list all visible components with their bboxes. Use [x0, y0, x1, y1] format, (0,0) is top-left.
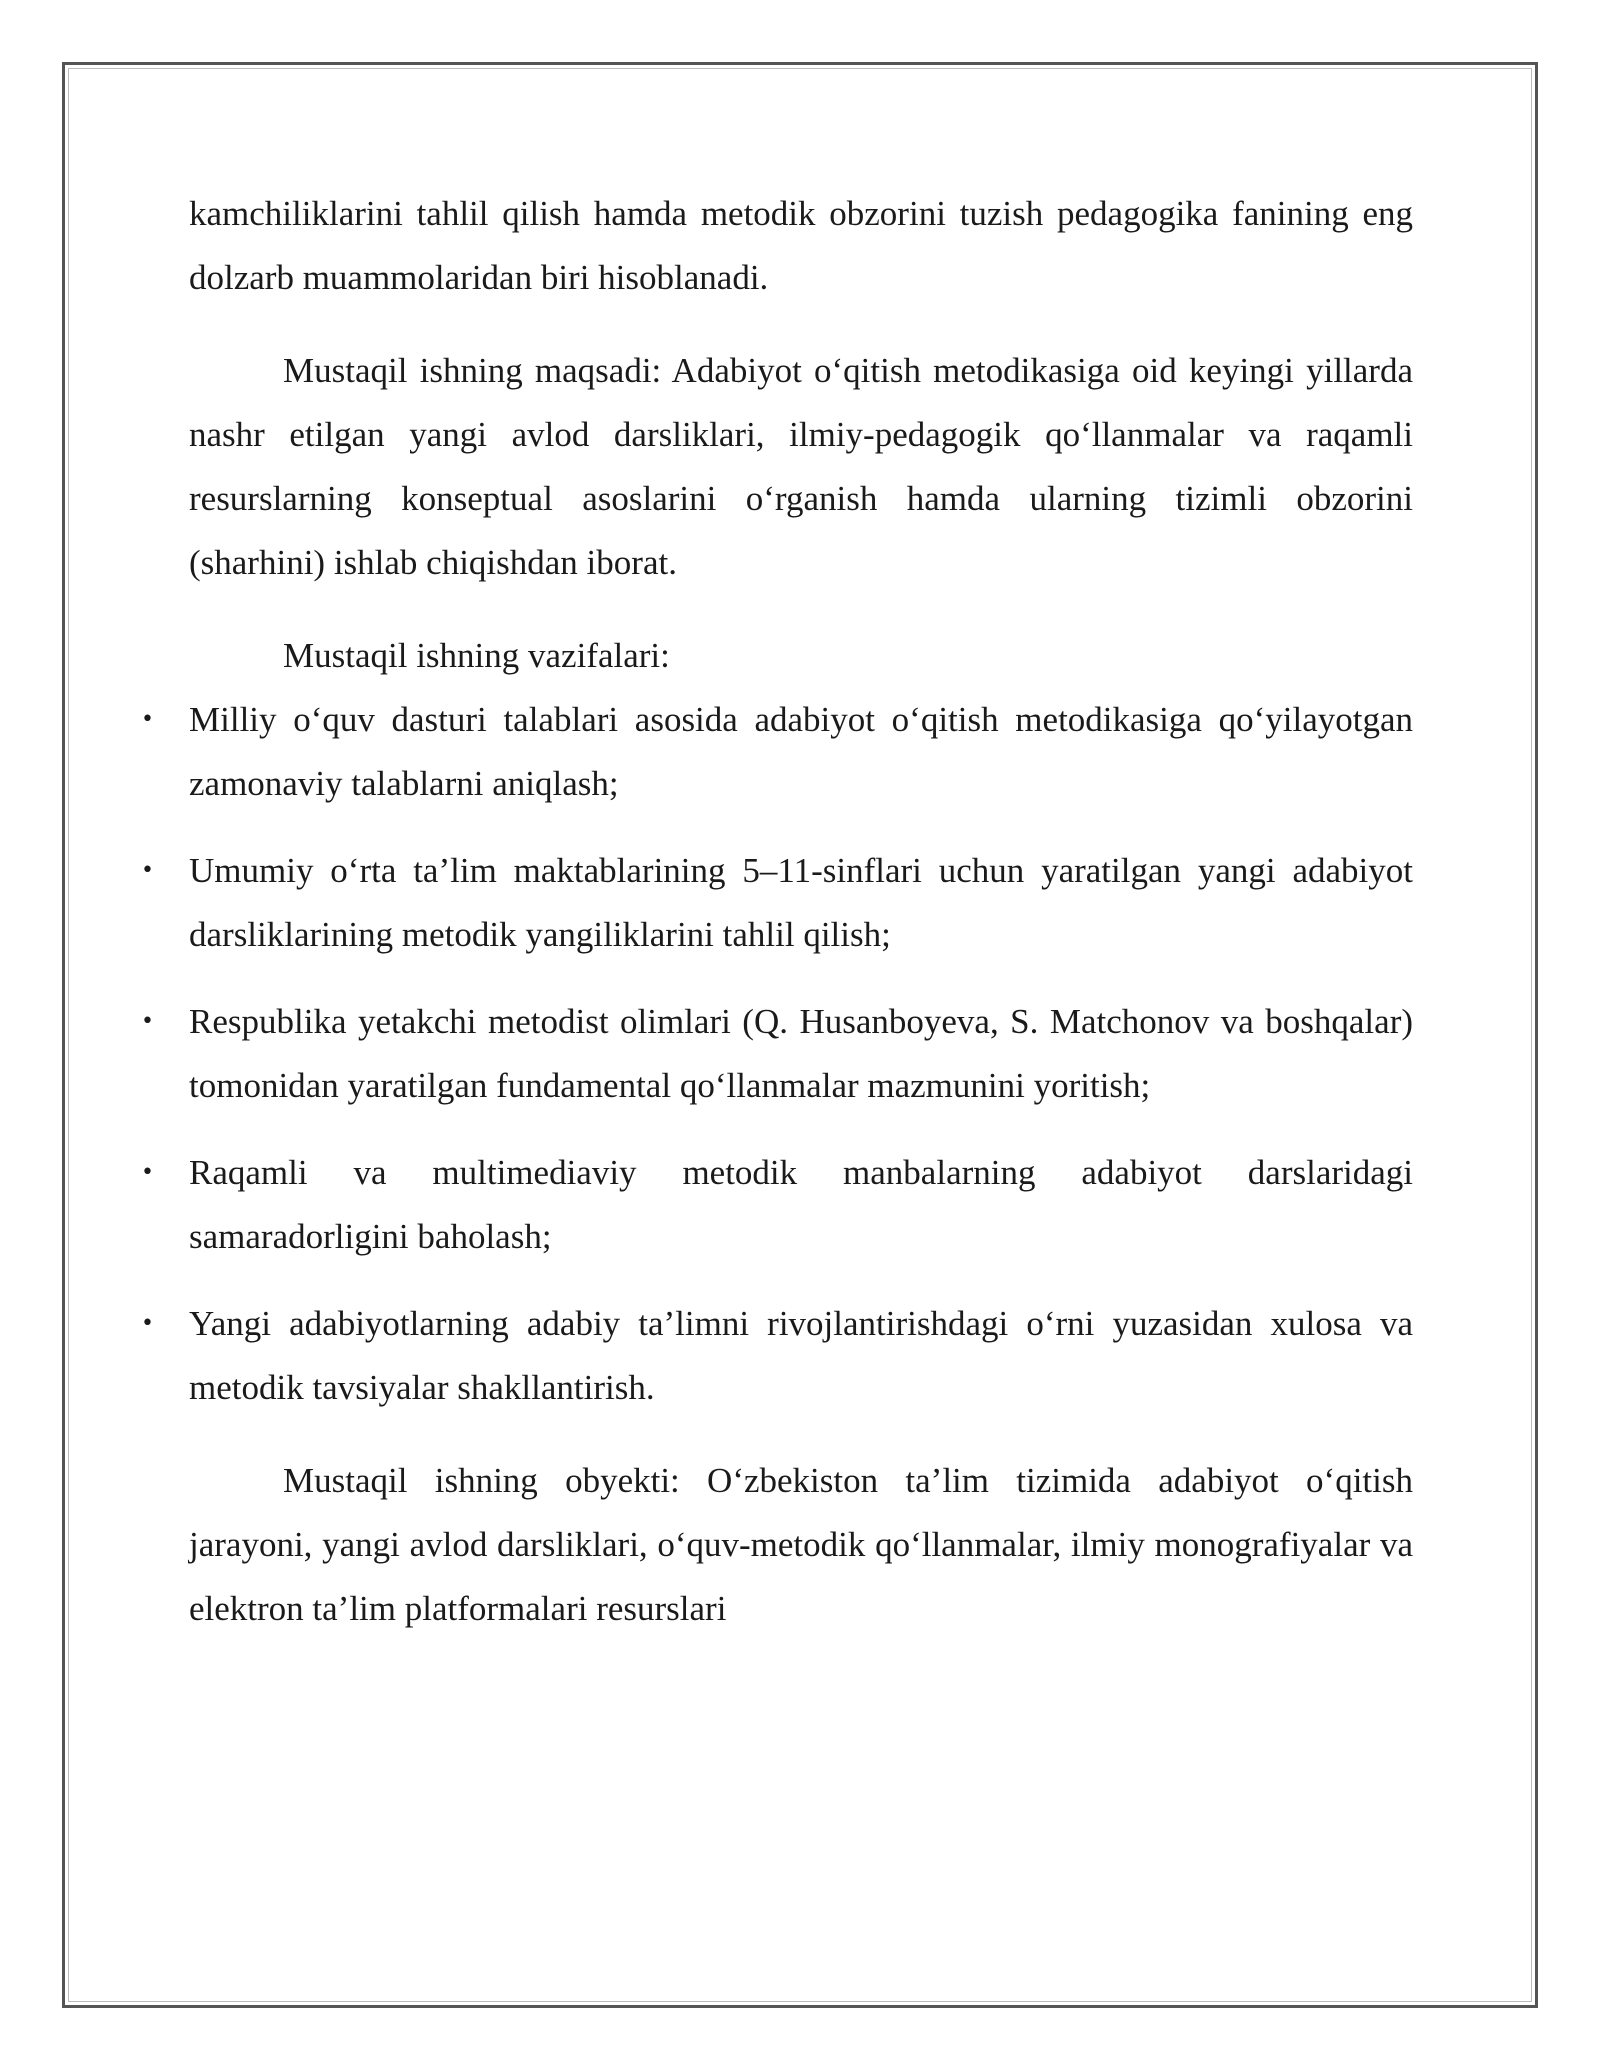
bullet-icon: • — [141, 1009, 154, 1034]
bullet-icon: • — [141, 707, 154, 732]
object-paragraph: Mustaqil ishning obyekti: O‘zbekiston ta’lim tizimida adabiyot o‘qitish jarayoni, yangi avlod darsliklari, o‘quv-metodik qo‘llanmalar, ilmiy monografiyalar va elektron ta’lim platformalari resurslari — [189, 1461, 1413, 1628]
document-body — [141, 182, 1413, 1641]
list-item — [141, 839, 1413, 967]
bullet-icon: • — [141, 858, 154, 883]
tasks-heading: Mustaqil ishning vazifalari: — [283, 636, 670, 675]
list-item-text: Raqamli va multimediaviy metodik manbalarning adabiyot darslaridagi samaradorligini baholash; — [189, 1153, 1413, 1256]
list-item — [141, 1292, 1413, 1420]
goal-paragraph: Mustaqil ishning maqsadi: Adabiyot o‘qitish metodikasiga oid keyingi yillarda nashr etilgan yangi avlod darsliklari, ilmiy-pedagogik qo‘llanmalar va raqamli resurslarning konseptual asoslarini o‘rganish hamda ularning tizimli obzorini (sharhini) ishlab chiqishdan iborat. — [189, 351, 1413, 582]
bullet-icon: • — [141, 1160, 154, 1185]
list-item-text: Respublika yetakchi metodist olimlari (Q. Husanboyeva, S. Matchonov va boshqalar) tomonidan yaratilgan fundamental qo‘llanmalar mazmunini yoritish; — [189, 1002, 1413, 1105]
list-item-text: Milliy o‘quv dasturi talablari asosida adabiyot o‘qitish metodikasiga qo‘yilayotgan zamonaviy talablarni aniqlash; — [189, 700, 1413, 803]
list-item — [141, 990, 1413, 1118]
intro-continuation-paragraph: kamchiliklarini tahlil qilish hamda metodik obzorini tuzish pedagogika fanining eng dolzarb muammolaridan biri hisoblanadi. — [189, 194, 1413, 297]
list-item — [141, 688, 1413, 816]
list-item-text: Umumiy o‘rta ta’lim maktablarining 5–11-sinflari uchun yaratilgan yangi adabiyot darsliklarining metodik yangiliklarini tahlil qilish; — [189, 851, 1413, 954]
tasks-list — [141, 688, 1413, 1420]
list-item — [141, 1141, 1413, 1269]
list-item-text: Yangi adabiyotlarning adabiy ta’limni rivojlantirishdagi o‘rni yuzasidan xulosa va metodik tavsiyalar shakllantirish. — [189, 1304, 1413, 1407]
bullet-icon: • — [141, 1311, 154, 1336]
